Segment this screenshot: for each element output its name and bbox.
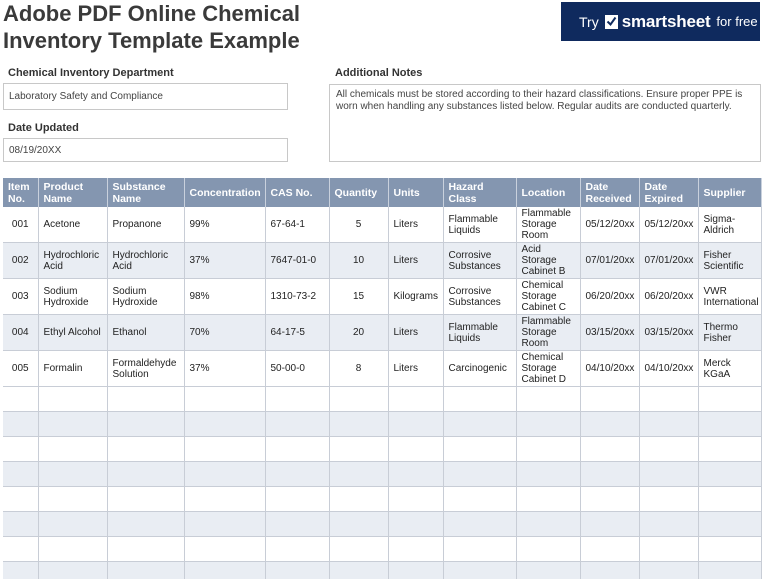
empty-table-row bbox=[3, 412, 761, 437]
empty-table-cell[interactable] bbox=[265, 412, 329, 437]
empty-table-cell[interactable] bbox=[3, 387, 38, 412]
table-row bbox=[3, 315, 761, 351]
empty-table-cell[interactable] bbox=[265, 562, 329, 579]
table-cell[interactable]: Chemical Storage Cabinet C bbox=[516, 279, 580, 315]
table-row bbox=[3, 351, 761, 387]
empty-table-cell[interactable] bbox=[443, 487, 516, 512]
empty-table-cell[interactable] bbox=[639, 487, 698, 512]
table-cell[interactable]: 7647-01-0 bbox=[265, 243, 329, 279]
empty-table-cell[interactable] bbox=[329, 412, 388, 437]
table-cell[interactable]: 50-00-0 bbox=[265, 351, 329, 387]
empty-table-cell[interactable] bbox=[184, 537, 265, 562]
table-cell[interactable]: 1310-73-2 bbox=[265, 279, 329, 315]
empty-table-cell[interactable] bbox=[516, 412, 580, 437]
table-cell[interactable]: 10 bbox=[329, 243, 388, 279]
empty-table-cell[interactable] bbox=[516, 462, 580, 487]
empty-table-cell[interactable] bbox=[265, 437, 329, 462]
page-title: Adobe PDF Online Chemical Inventory Template Example bbox=[3, 1, 301, 53]
table-cell[interactable]: 005 bbox=[3, 351, 38, 387]
empty-table-cell[interactable] bbox=[107, 487, 184, 512]
empty-table-cell[interactable] bbox=[516, 512, 580, 537]
table-cell[interactable]: Hydrochloric Acid bbox=[38, 243, 107, 279]
table-cell[interactable]: Chemical Storage Cabinet D bbox=[516, 351, 580, 387]
table-cell[interactable]: 64-17-5 bbox=[265, 315, 329, 351]
table-cell[interactable]: Formaldehyde Solution bbox=[107, 351, 184, 387]
column-header: Substance Name bbox=[107, 178, 184, 207]
table-cell[interactable]: Flammable Storage Room bbox=[516, 315, 580, 351]
empty-table-cell[interactable] bbox=[3, 462, 38, 487]
banner-brand: smartsheet bbox=[621, 11, 711, 31]
empty-table-cell[interactable] bbox=[443, 437, 516, 462]
empty-table-cell[interactable] bbox=[329, 387, 388, 412]
table-cell[interactable]: Corrosive Substances bbox=[443, 279, 516, 315]
table-cell[interactable]: 06/20/20xx bbox=[639, 279, 698, 315]
empty-table-cell[interactable] bbox=[639, 437, 698, 462]
department-label: Chemical Inventory Department bbox=[8, 67, 174, 79]
empty-table-cell[interactable] bbox=[329, 537, 388, 562]
empty-table-cell[interactable] bbox=[698, 387, 761, 412]
empty-table-row bbox=[3, 487, 761, 512]
table-cell[interactable]: Liters bbox=[388, 315, 443, 351]
empty-table-cell[interactable] bbox=[107, 462, 184, 487]
empty-table-cell[interactable] bbox=[388, 462, 443, 487]
date-updated-field[interactable]: 08/19/20XX bbox=[3, 138, 288, 162]
table-cell[interactable]: Sodium Hydroxide bbox=[107, 279, 184, 315]
empty-table-cell[interactable] bbox=[698, 537, 761, 562]
column-header: Hazard Class bbox=[443, 178, 516, 207]
empty-table-cell[interactable] bbox=[265, 462, 329, 487]
banner-try-text: Try bbox=[579, 13, 599, 30]
table-header-row bbox=[3, 178, 761, 207]
empty-table-cell[interactable] bbox=[580, 462, 639, 487]
table-cell[interactable]: 98% bbox=[184, 279, 265, 315]
empty-table-cell[interactable] bbox=[184, 487, 265, 512]
smartsheet-banner[interactable] bbox=[561, 2, 760, 41]
table-cell[interactable]: VWR International bbox=[698, 279, 761, 315]
empty-table-cell[interactable] bbox=[443, 562, 516, 579]
empty-table-cell[interactable] bbox=[107, 387, 184, 412]
empty-table-cell[interactable] bbox=[388, 412, 443, 437]
empty-table-cell[interactable] bbox=[698, 562, 761, 579]
table-cell[interactable]: Merck KGaA bbox=[698, 351, 761, 387]
empty-table-cell[interactable] bbox=[184, 412, 265, 437]
empty-table-cell[interactable] bbox=[265, 487, 329, 512]
empty-table-cell[interactable] bbox=[265, 387, 329, 412]
empty-table-cell[interactable] bbox=[388, 437, 443, 462]
empty-table-cell[interactable] bbox=[38, 487, 107, 512]
table-cell[interactable]: Acid Storage Cabinet B bbox=[516, 243, 580, 279]
empty-table-cell[interactable] bbox=[107, 437, 184, 462]
empty-table-cell[interactable] bbox=[3, 412, 38, 437]
empty-table-cell[interactable] bbox=[388, 512, 443, 537]
table-cell[interactable]: Sodium Hydroxide bbox=[38, 279, 107, 315]
empty-table-cell[interactable] bbox=[38, 437, 107, 462]
empty-table-cell[interactable] bbox=[3, 512, 38, 537]
empty-table-cell[interactable] bbox=[388, 562, 443, 579]
notes-label: Additional Notes bbox=[335, 67, 423, 79]
column-header: Quantity bbox=[329, 178, 388, 207]
empty-table-cell[interactable] bbox=[3, 562, 38, 579]
table-cell[interactable]: Liters bbox=[388, 243, 443, 279]
empty-table-cell[interactable] bbox=[516, 562, 580, 579]
column-header: Location bbox=[516, 178, 580, 207]
column-header: Concentration bbox=[184, 178, 265, 207]
empty-table-cell[interactable] bbox=[107, 512, 184, 537]
table-cell[interactable]: Fisher Scientific bbox=[698, 243, 761, 279]
empty-table-cell[interactable] bbox=[38, 412, 107, 437]
table-cell[interactable]: 04/10/20xx bbox=[639, 351, 698, 387]
table-cell[interactable]: 06/20/20xx bbox=[580, 279, 639, 315]
checkmark-logo-icon bbox=[605, 15, 618, 29]
column-header: Units bbox=[388, 178, 443, 207]
empty-table-cell[interactable] bbox=[639, 562, 698, 579]
empty-table-cell[interactable] bbox=[388, 387, 443, 412]
table-cell[interactable]: 15 bbox=[329, 279, 388, 315]
empty-table-cell[interactable] bbox=[443, 462, 516, 487]
table-cell[interactable]: Flammable Storage Room bbox=[516, 207, 580, 243]
empty-table-cell[interactable] bbox=[580, 412, 639, 437]
empty-table-cell[interactable] bbox=[107, 537, 184, 562]
table-cell[interactable]: 003 bbox=[3, 279, 38, 315]
empty-table-cell[interactable] bbox=[698, 512, 761, 537]
table-cell[interactable]: Hydrochloric Acid bbox=[107, 243, 184, 279]
empty-table-cell[interactable] bbox=[3, 487, 38, 512]
table-cell[interactable]: 5 bbox=[329, 207, 388, 243]
empty-table-cell[interactable] bbox=[184, 437, 265, 462]
empty-table-cell[interactable] bbox=[184, 387, 265, 412]
table-cell[interactable]: 37% bbox=[184, 351, 265, 387]
empty-table-cell[interactable] bbox=[580, 437, 639, 462]
empty-table-cell[interactable] bbox=[184, 562, 265, 579]
empty-table-cell[interactable] bbox=[38, 537, 107, 562]
table-cell[interactable]: Carcinogenic bbox=[443, 351, 516, 387]
empty-table-cell[interactable] bbox=[443, 412, 516, 437]
table-cell[interactable]: 03/15/20xx bbox=[580, 315, 639, 351]
table-cell[interactable]: Liters bbox=[388, 351, 443, 387]
notes-field[interactable]: All chemicals must be stored according to their hazard classifications. Ensure proper PPE is worn when handling any substances listed below. Regular audits are conducted quarterly. bbox=[329, 84, 761, 162]
empty-table-cell[interactable] bbox=[184, 512, 265, 537]
table-cell[interactable]: Liters bbox=[388, 207, 443, 243]
table-cell[interactable]: Corrosive Substances bbox=[443, 243, 516, 279]
table-cell[interactable]: 04/10/20xx bbox=[580, 351, 639, 387]
empty-table-row bbox=[3, 462, 761, 487]
empty-table-cell[interactable] bbox=[516, 387, 580, 412]
empty-table-row bbox=[3, 562, 761, 579]
empty-table-cell[interactable] bbox=[184, 462, 265, 487]
empty-table-cell[interactable] bbox=[265, 537, 329, 562]
empty-table-row bbox=[3, 537, 761, 562]
table-cell[interactable]: 03/15/20xx bbox=[639, 315, 698, 351]
table-cell[interactable]: 05/12/20xx bbox=[580, 207, 639, 243]
table-cell[interactable]: 07/01/20xx bbox=[639, 243, 698, 279]
date-updated-label: Date Updated bbox=[8, 122, 79, 134]
table-cell[interactable]: Flammable Liquids bbox=[443, 207, 516, 243]
banner-suffix: for free bbox=[716, 14, 758, 29]
empty-table-cell[interactable] bbox=[107, 562, 184, 579]
table-cell[interactable]: Formalin bbox=[38, 351, 107, 387]
empty-table-cell[interactable] bbox=[329, 462, 388, 487]
empty-table-cell[interactable] bbox=[639, 412, 698, 437]
empty-table-cell[interactable] bbox=[639, 537, 698, 562]
column-header: CAS No. bbox=[265, 178, 329, 207]
empty-table-cell[interactable] bbox=[107, 412, 184, 437]
table-cell[interactable]: 20 bbox=[329, 315, 388, 351]
table-cell[interactable]: Ethanol bbox=[107, 315, 184, 351]
table-cell[interactable]: 70% bbox=[184, 315, 265, 351]
empty-table-cell[interactable] bbox=[580, 537, 639, 562]
empty-table-cell[interactable] bbox=[443, 512, 516, 537]
empty-table-cell[interactable] bbox=[516, 437, 580, 462]
table-row bbox=[3, 279, 761, 315]
empty-table-cell[interactable] bbox=[698, 462, 761, 487]
empty-table-cell[interactable] bbox=[38, 562, 107, 579]
empty-table-cell[interactable] bbox=[3, 437, 38, 462]
empty-table-cell[interactable] bbox=[38, 512, 107, 537]
empty-table-cell[interactable] bbox=[388, 537, 443, 562]
table-cell[interactable]: 37% bbox=[184, 243, 265, 279]
column-header: Date Received bbox=[580, 178, 639, 207]
empty-table-cell[interactable] bbox=[329, 487, 388, 512]
table-cell[interactable]: Kilograms bbox=[388, 279, 443, 315]
empty-table-cell[interactable] bbox=[443, 537, 516, 562]
empty-table-cell[interactable] bbox=[580, 487, 639, 512]
table-cell[interactable]: Thermo Fisher bbox=[698, 315, 761, 351]
table-cell[interactable]: Propanone bbox=[107, 207, 184, 243]
table-cell[interactable]: Sigma-Aldrich bbox=[698, 207, 761, 243]
empty-table-cell[interactable] bbox=[698, 412, 761, 437]
empty-table-cell[interactable] bbox=[443, 387, 516, 412]
empty-table-cell[interactable] bbox=[388, 487, 443, 512]
empty-table-cell[interactable] bbox=[516, 487, 580, 512]
table-cell[interactable]: Acetone bbox=[38, 207, 107, 243]
table-row bbox=[3, 243, 761, 279]
inventory-table bbox=[3, 178, 762, 579]
empty-table-cell[interactable] bbox=[580, 387, 639, 412]
empty-table-cell[interactable] bbox=[38, 387, 107, 412]
table-cell[interactable]: 99% bbox=[184, 207, 265, 243]
table-cell[interactable]: 002 bbox=[3, 243, 38, 279]
empty-table-cell[interactable] bbox=[329, 562, 388, 579]
table-cell[interactable]: Ethyl Alcohol bbox=[38, 315, 107, 351]
table-cell[interactable]: Flammable Liquids bbox=[443, 315, 516, 351]
table-row bbox=[3, 207, 761, 243]
table-cell[interactable]: 07/01/20xx bbox=[580, 243, 639, 279]
column-header: Date Expired bbox=[639, 178, 698, 207]
empty-table-cell[interactable] bbox=[265, 512, 329, 537]
empty-table-row bbox=[3, 437, 761, 462]
table-cell[interactable]: 67-64-1 bbox=[265, 207, 329, 243]
table-cell[interactable]: 001 bbox=[3, 207, 38, 243]
empty-table-cell[interactable] bbox=[639, 387, 698, 412]
table-cell[interactable]: 004 bbox=[3, 315, 38, 351]
empty-table-row bbox=[3, 387, 761, 412]
department-field[interactable]: Laboratory Safety and Compliance bbox=[3, 83, 288, 110]
empty-table-cell[interactable] bbox=[329, 437, 388, 462]
empty-table-cell[interactable] bbox=[639, 462, 698, 487]
column-header: Product Name bbox=[38, 178, 107, 207]
table-cell[interactable]: 8 bbox=[329, 351, 388, 387]
table-cell[interactable]: 05/12/20xx bbox=[639, 207, 698, 243]
empty-table-cell[interactable] bbox=[639, 512, 698, 537]
empty-table-row bbox=[3, 512, 761, 537]
empty-table-cell[interactable] bbox=[329, 512, 388, 537]
empty-table-cell[interactable] bbox=[580, 562, 639, 579]
empty-table-cell[interactable] bbox=[580, 512, 639, 537]
empty-table-cell[interactable] bbox=[698, 487, 761, 512]
empty-table-cell[interactable] bbox=[516, 537, 580, 562]
column-header: Item No. bbox=[3, 178, 38, 207]
empty-table-cell[interactable] bbox=[3, 537, 38, 562]
empty-table-cell[interactable] bbox=[698, 437, 761, 462]
empty-table-cell[interactable] bbox=[38, 462, 107, 487]
column-header: Supplier bbox=[698, 178, 761, 207]
